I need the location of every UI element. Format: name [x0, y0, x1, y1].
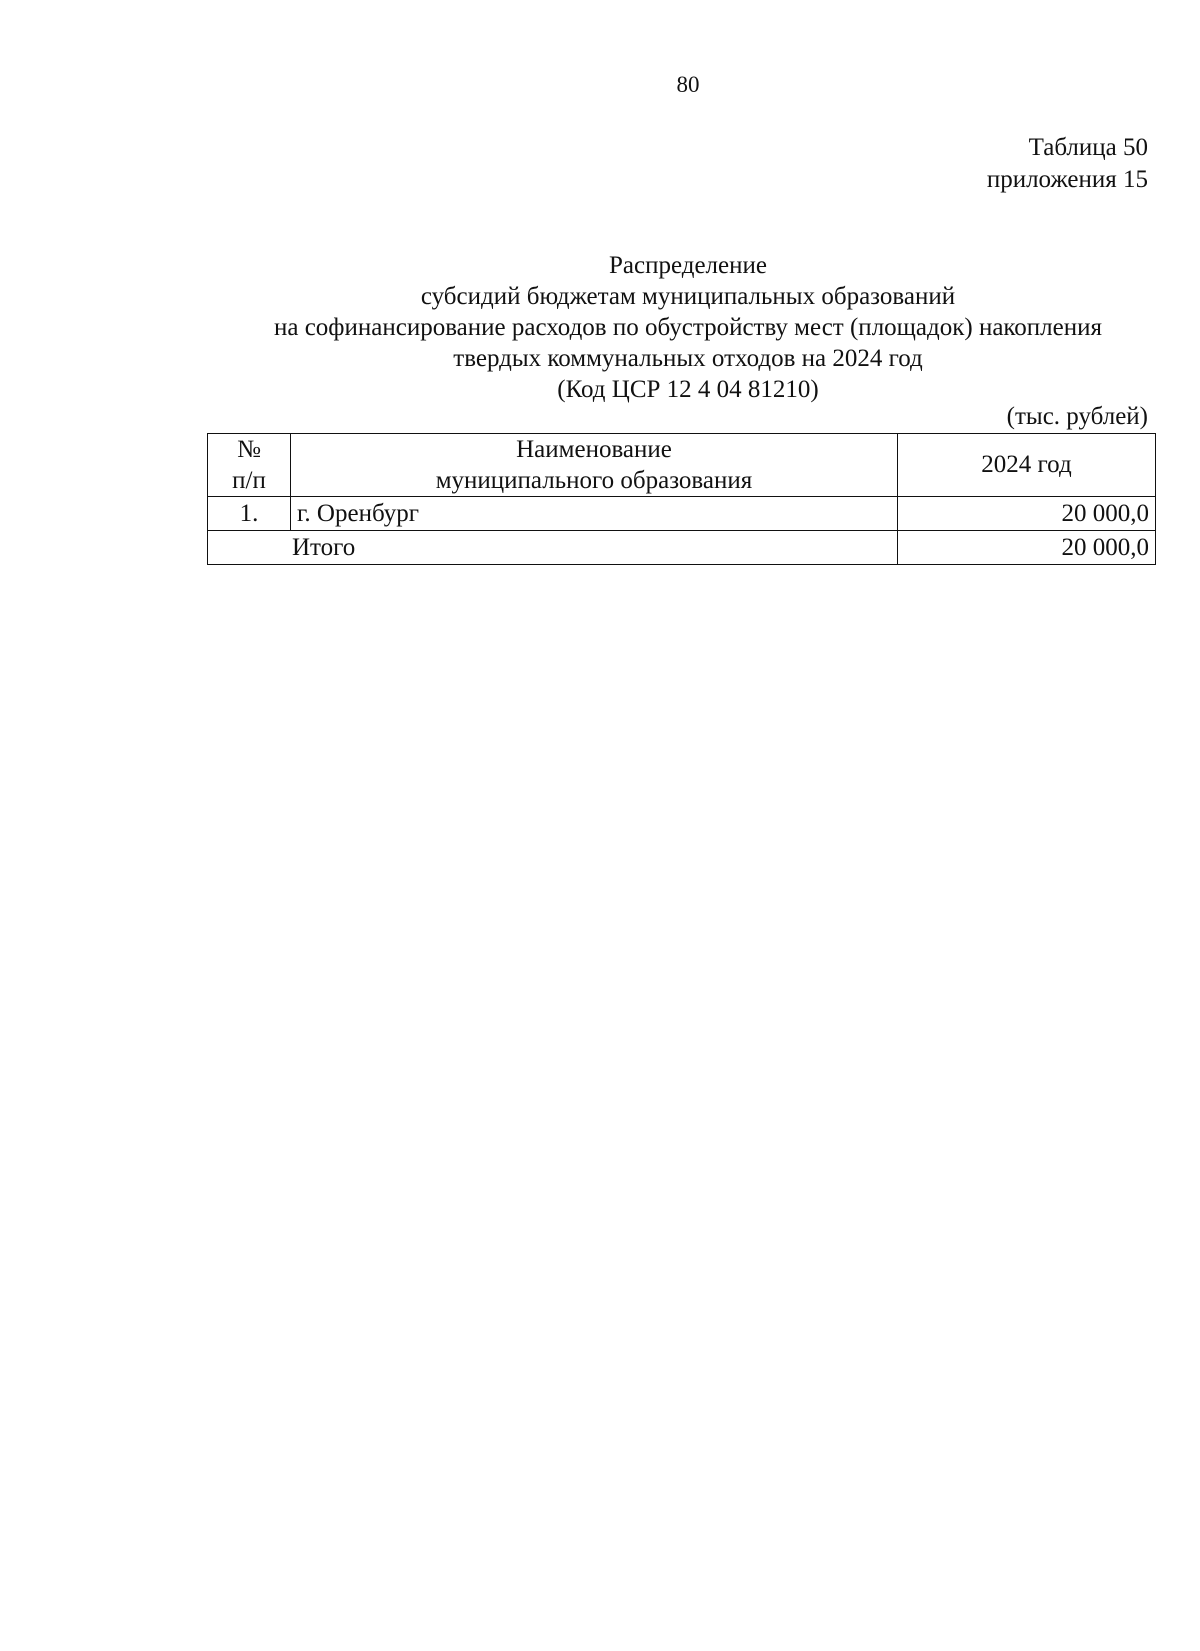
- row-municipality: г. Оренбург: [291, 497, 898, 531]
- total-label: Итого: [208, 531, 898, 565]
- document-title: [200, 250, 1176, 405]
- header-name-line-1: Наименование: [516, 436, 672, 463]
- table-header-row: [208, 434, 1156, 497]
- header-year: 2024 год: [898, 434, 1156, 497]
- page-number: 80: [676, 72, 700, 97]
- row-number: 1.: [208, 497, 291, 531]
- table-reference: [987, 132, 1148, 196]
- table-reference-number: Таблица 50: [1028, 134, 1148, 161]
- header-name-line-2: муниципального образования: [435, 467, 753, 494]
- row-amount: 20 000,0: [898, 497, 1156, 531]
- total-amount: 20 000,0: [898, 531, 1156, 565]
- header-number: [208, 434, 291, 497]
- title-line-4: твердых коммунальных отходов на 2024 год: [453, 345, 923, 372]
- title-line-2: субсидий бюджетам муниципальных образований: [420, 283, 956, 310]
- title-line-3: на софинансирование расходов по обустройству мест (площадок) накопления: [273, 314, 1103, 341]
- table-row: [208, 497, 1156, 531]
- table-reference-appendix: приложения 15: [986, 166, 1148, 193]
- header-number-symbol: №: [237, 436, 261, 463]
- title-line-5: (Код ЦСР 12 4 04 81210): [557, 376, 819, 403]
- title-line-1: Распределение: [609, 252, 767, 279]
- header-number-abbr: п/п: [232, 467, 266, 494]
- header-name: [291, 434, 898, 497]
- distribution-table: [207, 433, 1156, 565]
- table-total-row: [208, 531, 1156, 565]
- units-label: (тыс. рублей): [1006, 403, 1148, 430]
